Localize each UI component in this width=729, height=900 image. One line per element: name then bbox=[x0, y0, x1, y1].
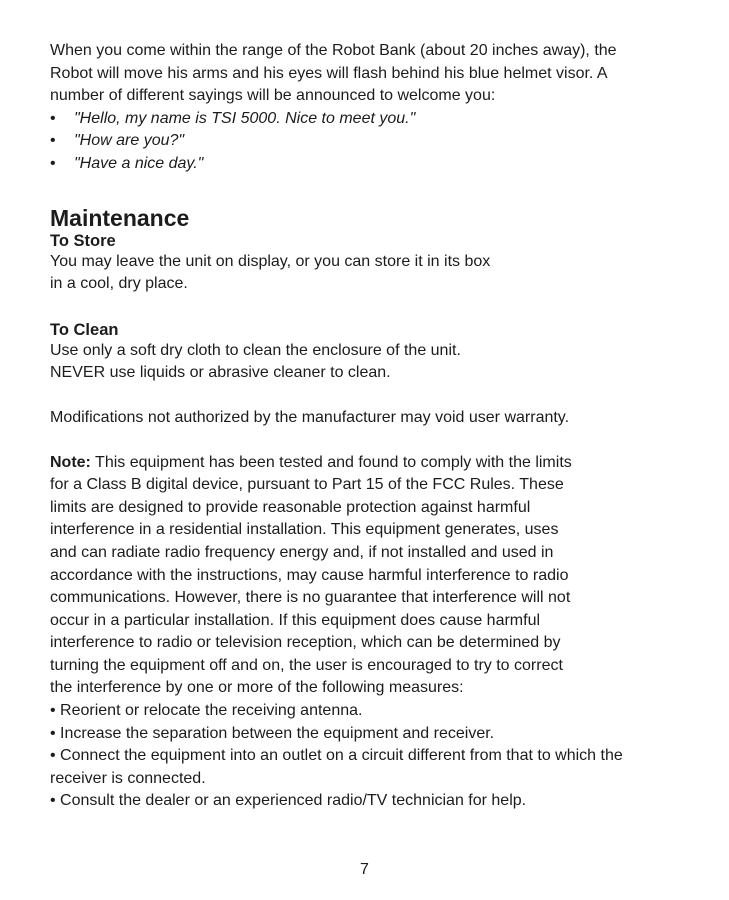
note-line: interference in a residential installation. This equipment generates, uses bbox=[50, 521, 559, 539]
fcc-measure-item: • Connect the equipment into an outlet on a circuit different from that to which the bbox=[50, 747, 623, 765]
to-store-line: You may leave the unit on display, or you can store it in its box bbox=[50, 252, 491, 270]
to-store-heading: To Store bbox=[50, 231, 116, 250]
page-number: 7 bbox=[360, 861, 369, 878]
intro-line: Robot will move his arms and his eyes will flash behind his blue helmet visor. A bbox=[50, 64, 608, 82]
to-clean-line: NEVER use liquids or abrasive cleaner to clean. bbox=[50, 364, 391, 382]
to-clean-heading: To Clean bbox=[50, 320, 119, 339]
fcc-measure-item: receiver is connected. bbox=[50, 769, 206, 787]
bullet-icon: • bbox=[50, 154, 56, 172]
saying-text: "Hello, my name is TSI 5000. Nice to meet you." bbox=[74, 109, 416, 127]
to-clean-paragraph bbox=[50, 340, 710, 385]
bullet-icon: • bbox=[50, 109, 56, 127]
note-line: occur in a particular installation. If this equipment does cause harmful bbox=[50, 611, 541, 629]
saying-text: "How are you?" bbox=[74, 132, 185, 150]
note-first-text: This equipment has been tested and found to comply with the limits bbox=[90, 453, 572, 471]
note-line: for a Class B digital device, pursuant to Part 15 of the FCC Rules. These bbox=[50, 476, 564, 494]
note-line: accordance with the instructions, may cause harmful interference to radio bbox=[50, 566, 569, 584]
intro-line: When you come within the range of the Robot Bank (about 20 inches away), the bbox=[50, 42, 617, 59]
to-clean-line: Use only a soft dry cloth to clean the enclosure of the unit. bbox=[50, 341, 461, 359]
note-line: interference to radio or television reception, which can be determined by bbox=[50, 634, 561, 652]
note-line: communications. However, there is no guarantee that interference will not bbox=[50, 589, 571, 607]
note-label: Note: bbox=[50, 453, 91, 471]
fcc-measure-item: • Consult the dealer or an experienced radio/TV technician for help. bbox=[50, 792, 527, 810]
note-line: turning the equipment off and on, the user is encouraged to try to correct bbox=[50, 656, 563, 674]
saying-item bbox=[50, 108, 710, 131]
saying-item bbox=[50, 130, 710, 153]
to-store-paragraph bbox=[50, 251, 710, 296]
saying-item bbox=[50, 153, 710, 176]
maintenance-heading: Maintenance bbox=[50, 204, 190, 231]
note-line: and can radiate radio frequency energy and, if not installed and used in bbox=[50, 543, 554, 561]
intro-line: number of different sayings will be announced to welcome you: bbox=[50, 87, 496, 105]
bullet-icon: • bbox=[50, 132, 56, 150]
note-line: the interference by one or more of the following measures: bbox=[50, 679, 464, 697]
intro-paragraph bbox=[50, 40, 710, 108]
fcc-note bbox=[50, 452, 710, 814]
fcc-measure-item: • Reorient or relocate the receiving antenna. bbox=[50, 702, 363, 720]
fcc-measure-item: • Increase the separation between the equipment and receiver. bbox=[50, 724, 495, 742]
note-line: limits are designed to provide reasonable protection against harmful bbox=[50, 498, 531, 516]
modifications-warning: Modifications not authorized by the manufacturer may void user warranty. bbox=[50, 408, 570, 426]
sayings-list bbox=[50, 108, 710, 176]
to-store-line: in a cool, dry place. bbox=[50, 275, 188, 293]
fcc-measures-list bbox=[50, 700, 710, 813]
document-page bbox=[50, 40, 710, 813]
note-first-line bbox=[50, 452, 710, 475]
saying-text: "Have a nice day." bbox=[74, 154, 204, 172]
